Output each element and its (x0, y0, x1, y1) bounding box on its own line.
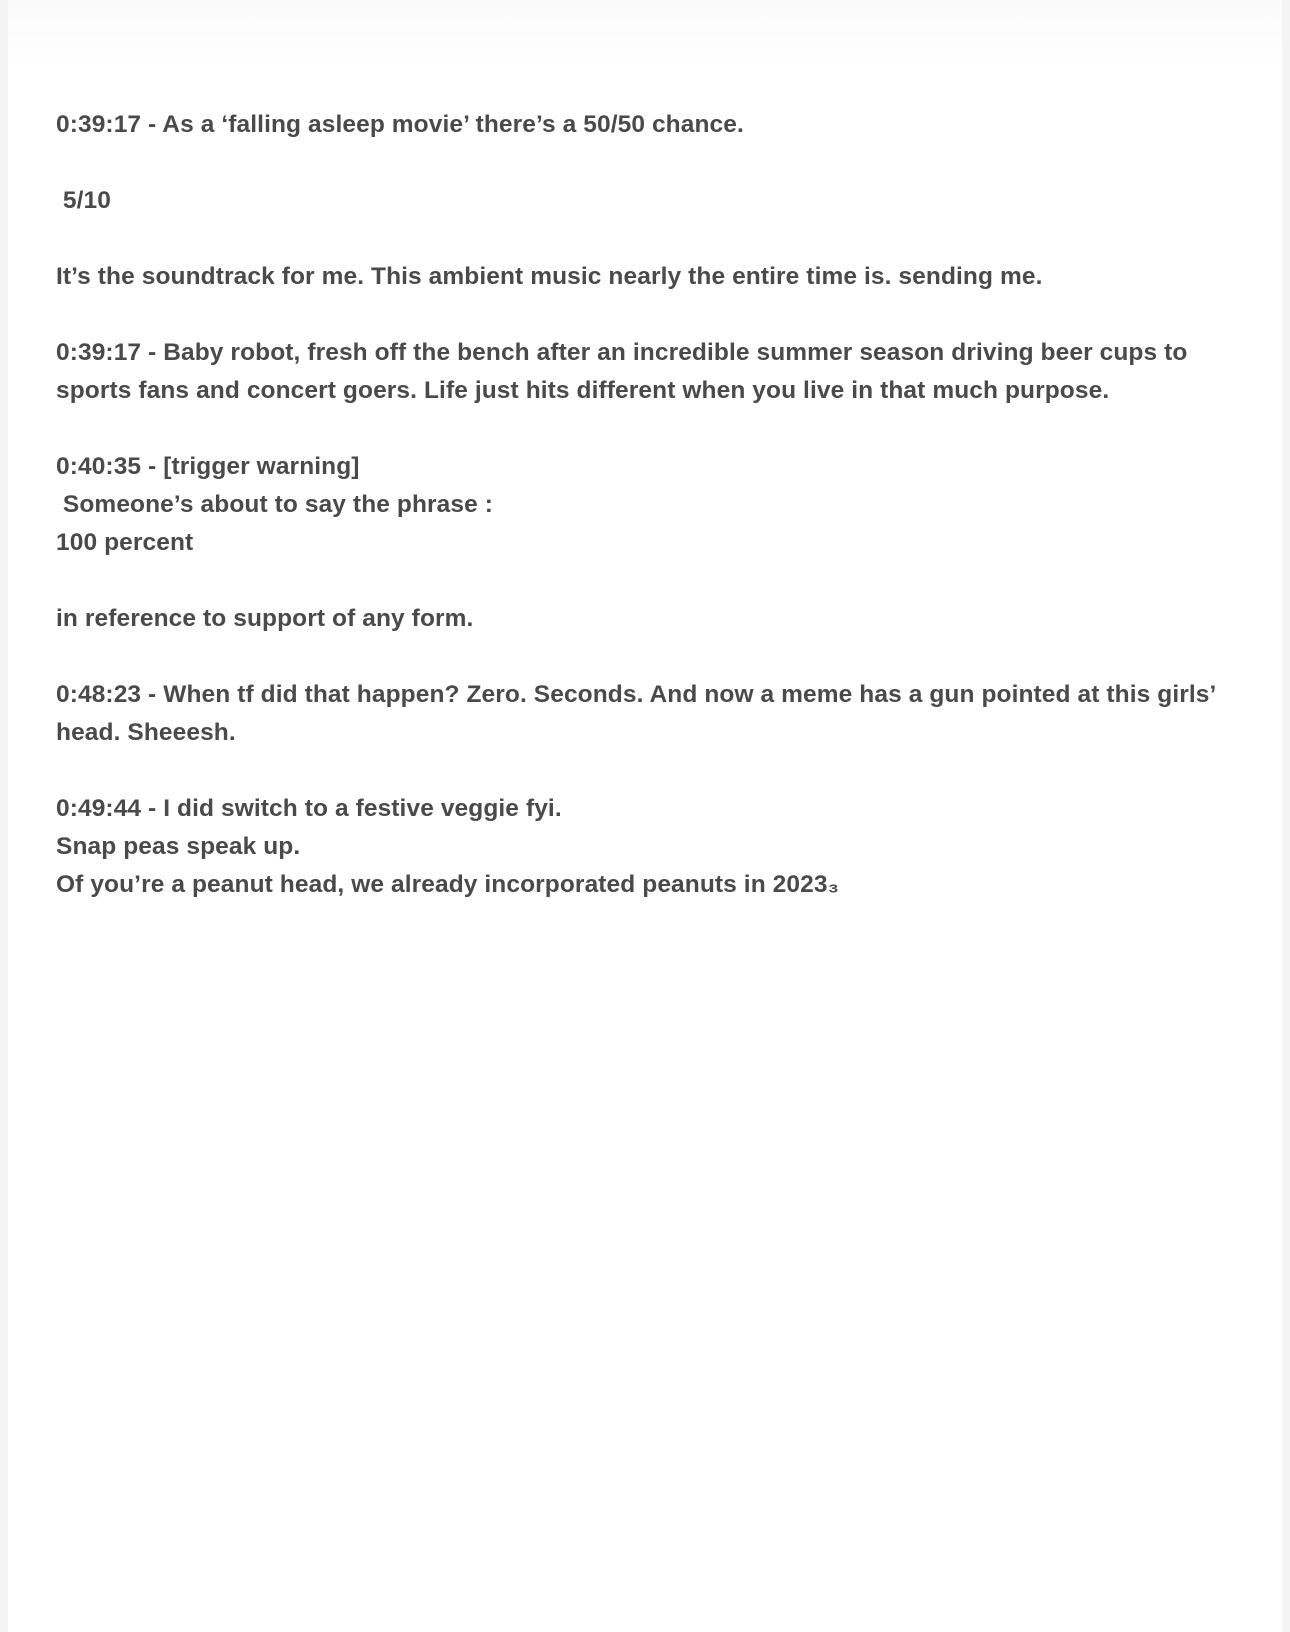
note-line: 0:48:23 - When tf did that happen? Zero. Seconds. And now a meme has a gun pointed at this girls’ head. Sheeesh. (56, 681, 1222, 746)
note-page (8, 0, 1282, 1632)
note-line: 5/10 (56, 187, 112, 214)
note-line (56, 638, 1236, 676)
note-line (56, 220, 1236, 258)
note-line: in reference to support of any form. (56, 605, 474, 632)
note-line: 0:40:35 - [trigger warning] (56, 453, 360, 480)
note-body[interactable] (56, 106, 1236, 904)
note-line (56, 562, 1236, 600)
note-line: Of you’re a peanut head, we already incorporated peanuts in 2023₃ (56, 871, 839, 898)
note-line: Someone’s about to say the phrase : (56, 491, 493, 518)
note-line (56, 144, 1236, 182)
note-line: 100 percent (56, 529, 194, 556)
top-fade (8, 0, 1282, 70)
note-line: 0:39:17 - Baby robot, fresh off the bench after an incredible summer season driving beer cups to sports fans and concert goers. Life just hits different when you live in that much purpose. (56, 339, 1195, 404)
note-line (56, 296, 1236, 334)
note-line: 0:49:44 - I did switch to a festive veggie fyi. (56, 795, 562, 822)
note-line (56, 410, 1236, 448)
note-line: 0:39:17 - As a ‘falling asleep movie’ there’s a 50/50 chance. (56, 111, 744, 138)
note-line (56, 752, 1236, 790)
note-line: It’s the soundtrack for me. This ambient music nearly the entire time is. sending me. (56, 263, 1043, 290)
note-line: Snap peas speak up. (56, 833, 301, 860)
